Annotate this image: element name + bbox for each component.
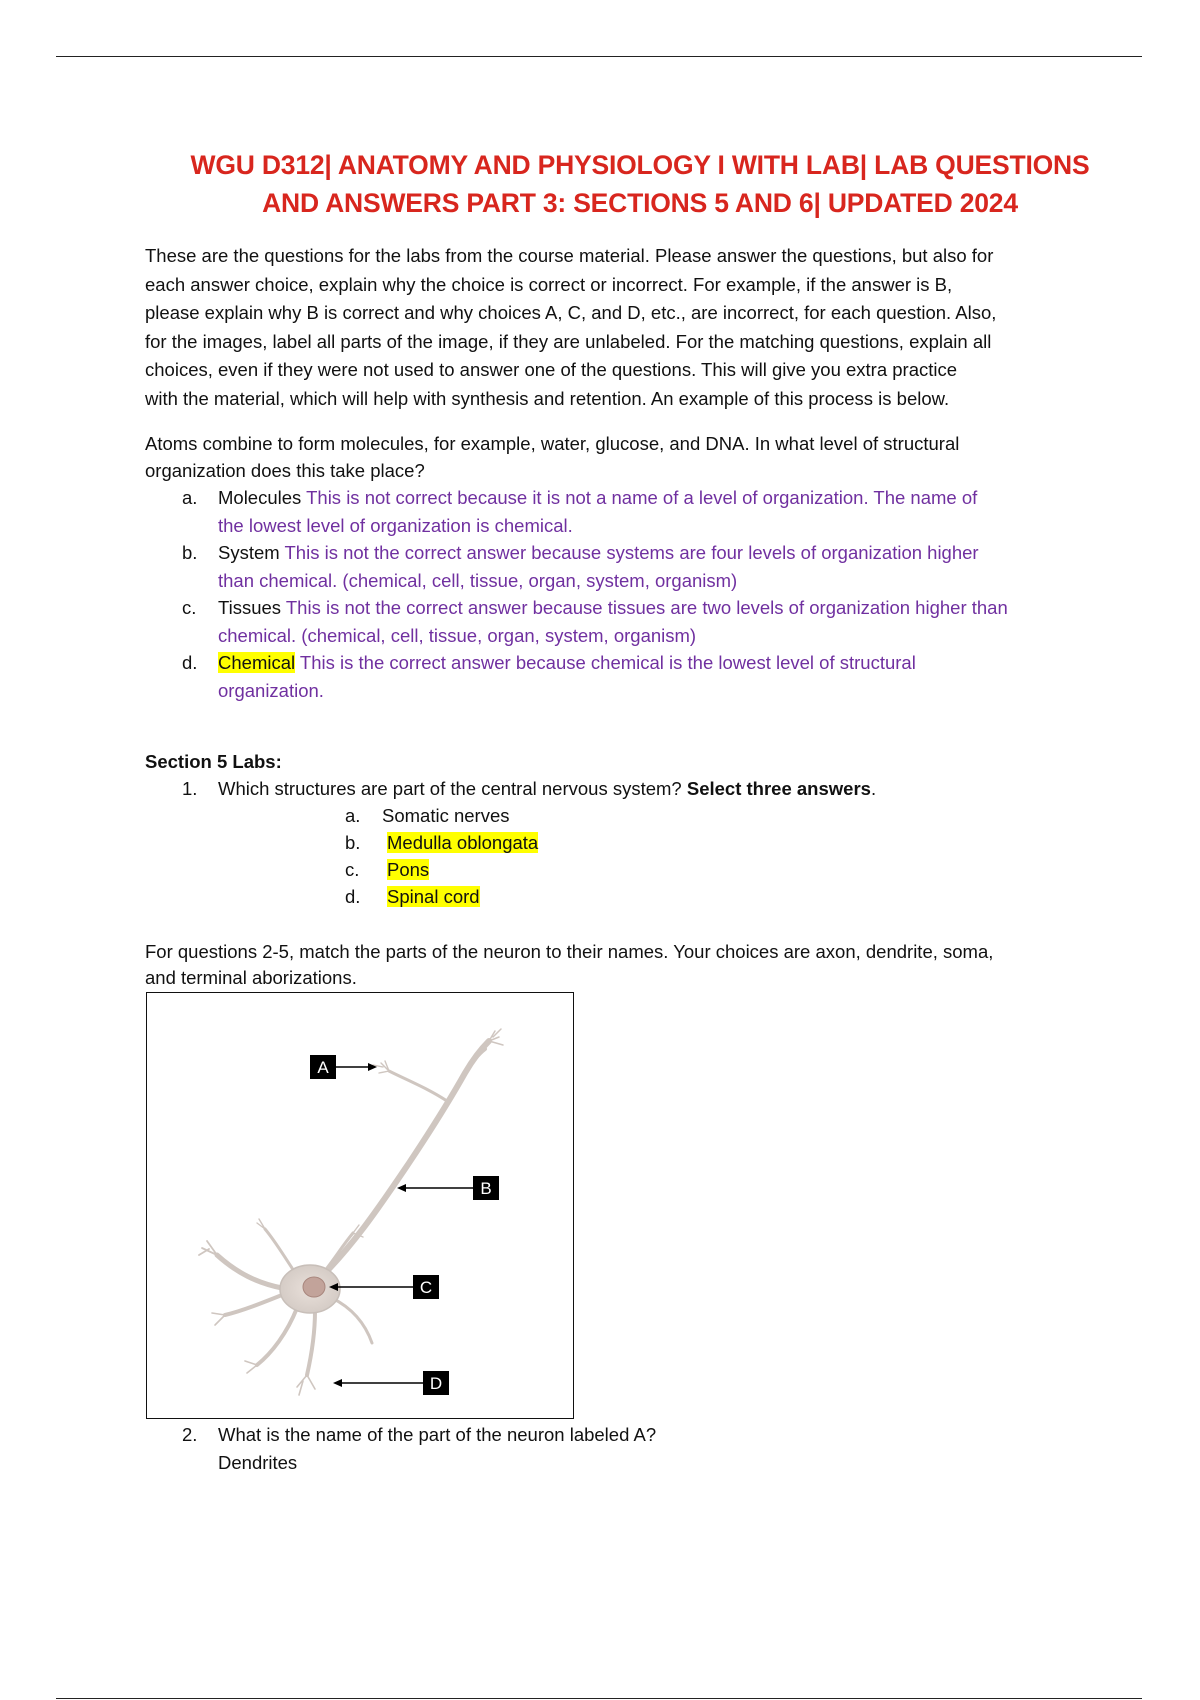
option-label-highlighted: Medulla oblongata — [387, 832, 539, 853]
example-option-a — [145, 484, 1145, 539]
label-b — [397, 1176, 499, 1200]
matching-intro-line: For questions 2-5, match the parts of the neuron to their names. Your choices are axon, dendrite, soma, — [145, 941, 994, 962]
label-d — [333, 1371, 449, 1395]
option-label: Somatic nerves — [382, 805, 510, 826]
option-label-highlighted: Pons — [387, 859, 430, 880]
intro-line: choices, even if they were not used to answer one of the questions. This will give you extra practice — [145, 359, 958, 380]
matching-intro — [145, 939, 1085, 991]
example-question-line: Atoms combine to form molecules, for example, water, glucose, and DNA. In what level of structural — [145, 433, 960, 454]
example-option-d — [145, 649, 1145, 704]
option-marker: b. — [182, 542, 198, 563]
intro-line: each answer choice, explain why the choice is correct or incorrect. For example, if the answer is B, — [145, 273, 953, 295]
q1-option-d — [345, 883, 538, 910]
option-explanation: This is not the correct answer because systems are four levels of organization higher — [284, 542, 979, 563]
question-instruction: Select three answers — [686, 778, 871, 799]
bottom-rule — [56, 1698, 1142, 1699]
label-c-text: C — [419, 1278, 433, 1297]
question-text: What is the name of the part of the neuron labeled A? — [218, 1424, 657, 1445]
matching-intro-line: and terminal aborizations. — [145, 967, 357, 988]
option-marker: d. — [345, 886, 361, 907]
option-explanation: This is not the correct answer because tissues are two levels of organization higher than — [285, 597, 1008, 618]
question-number: 1. — [182, 778, 198, 799]
question-2 — [145, 1421, 1145, 1477]
question-number: 2. — [182, 1424, 198, 1445]
question-1 — [145, 775, 1145, 803]
section-heading: Section 5 Labs: — [145, 751, 282, 772]
intro-line: These are the questions for the labs from the course material. Please answer the questions, but also for — [145, 245, 994, 266]
q1-option-c — [345, 856, 538, 883]
label-a — [310, 1055, 377, 1079]
q1-option-b — [345, 829, 538, 856]
label-d-text: D — [429, 1374, 443, 1393]
top-rule — [56, 56, 1142, 57]
example-question — [145, 430, 1085, 484]
option-marker: a. — [182, 487, 198, 508]
neuron-diagram — [147, 993, 572, 1417]
title-line-1: WGU D312| ANATOMY AND PHYSIOLOGY I WITH LAB| LAB QUESTIONS — [190, 150, 1090, 180]
question-answer: Dendrites — [218, 1452, 298, 1473]
option-explanation: This is the correct answer because chemical is the lowest level of structural — [299, 652, 916, 673]
title-line-2: AND ANSWERS PART 3: SECTIONS 5 AND 6| UPDATED 2024 — [262, 188, 1018, 218]
example-option-b — [145, 539, 1145, 594]
option-marker: c. — [345, 859, 360, 880]
label-b-text: B — [480, 1179, 492, 1198]
intro-line: for the images, label all parts of the image, if they are unlabeled. For the matching questions, explain all — [145, 330, 992, 352]
option-explanation: chemical. (chemical, cell, tissue, organ, system, organism) — [218, 624, 697, 646]
option-marker: d. — [182, 652, 198, 673]
intro-line: with the material, which will help with synthesis and retention. An example of this process is below. — [145, 387, 950, 409]
option-label-highlighted: Spinal cord — [387, 886, 480, 907]
option-label-highlighted: Chemical — [218, 652, 296, 673]
option-label: Molecules — [218, 487, 302, 508]
nucleus — [303, 1277, 325, 1297]
question-1-options — [345, 802, 538, 910]
option-marker: a. — [345, 805, 361, 826]
label-a-text: A — [317, 1058, 329, 1077]
example-question-line: organization does this take place? — [145, 460, 425, 481]
option-explanation: the lowest level of organization is chemical. — [218, 514, 573, 536]
document-title — [140, 146, 1140, 222]
option-explanation: This is not correct because it is not a name of a level of organization. The name of — [306, 487, 978, 508]
neuron-cell — [199, 1029, 503, 1395]
intro-line: please explain why B is correct and why choices A, C, and D, etc., are incorrect, for each question. Also, — [145, 302, 997, 323]
option-marker: b. — [345, 832, 361, 853]
option-explanation: organization. — [218, 679, 324, 701]
option-explanation: than chemical. (chemical, cell, tissue, organ, system, organism) — [218, 569, 738, 591]
intro-paragraph — [145, 242, 1085, 413]
label-c — [329, 1275, 439, 1299]
question-text: Which structures are part of the central nervous system? — [218, 778, 687, 799]
question-period: . — [870, 778, 877, 799]
neuron-figure — [146, 992, 574, 1419]
option-label: System — [218, 542, 280, 563]
option-marker: c. — [182, 597, 197, 618]
q1-option-a — [345, 802, 538, 829]
option-label: Tissues — [218, 597, 282, 618]
example-options — [145, 484, 1145, 704]
example-option-c — [145, 594, 1145, 649]
